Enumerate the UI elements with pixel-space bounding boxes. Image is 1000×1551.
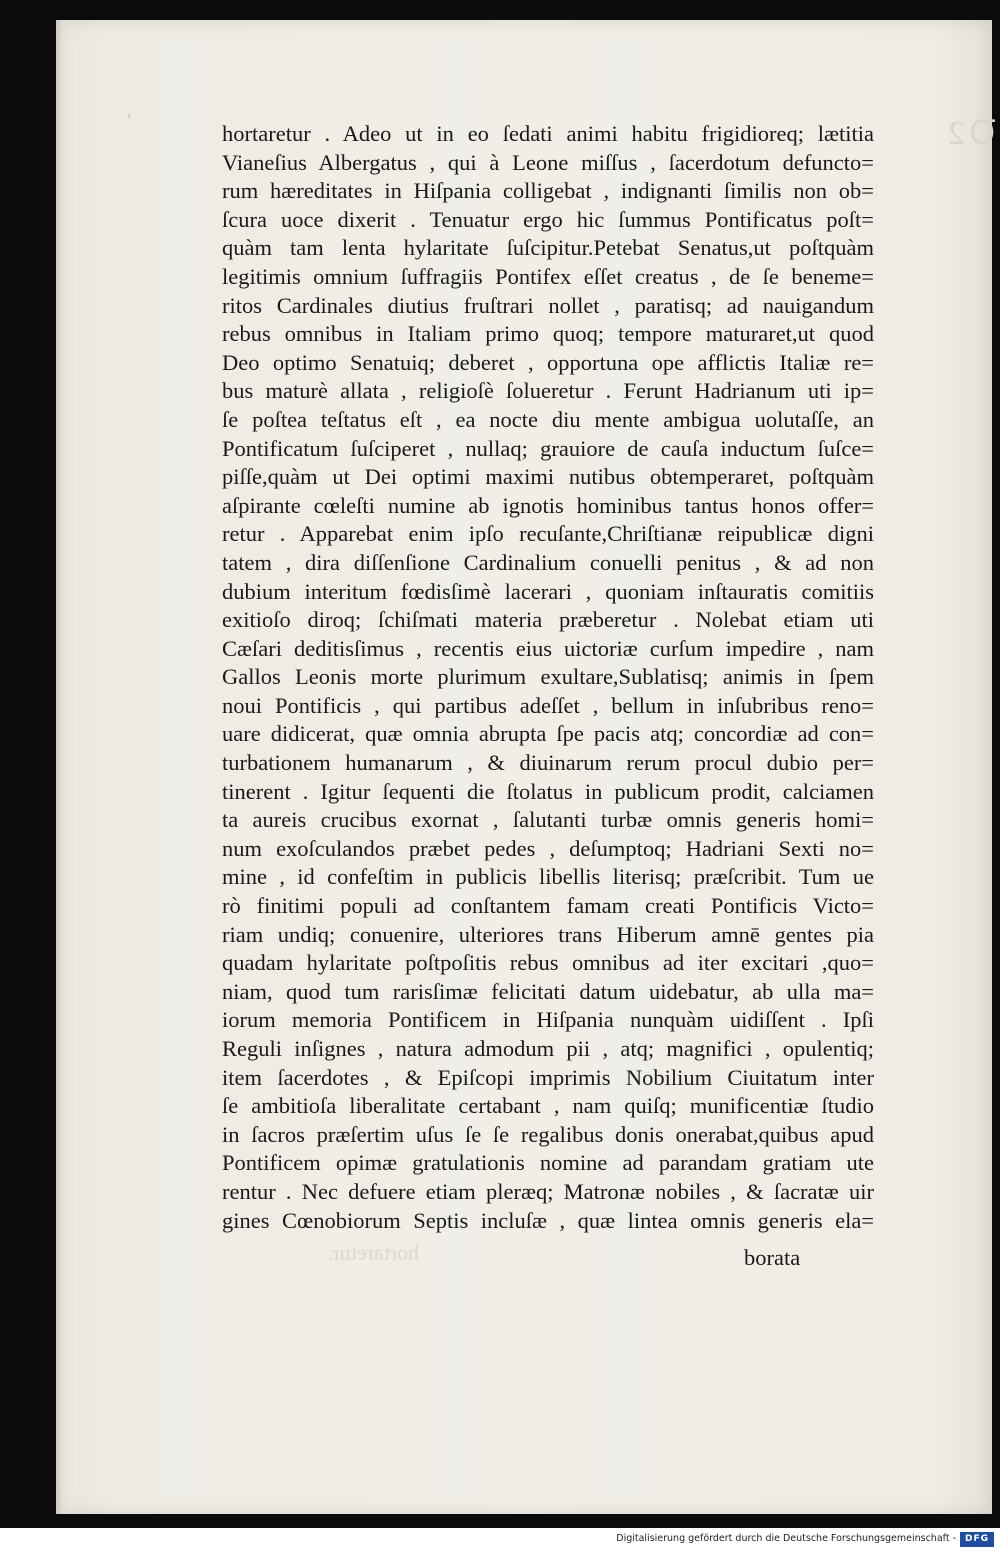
text-line: hortaretur . Adeo ut in eo ſedati animi habitu frigidioreq; lætitia <box>222 121 874 146</box>
funding-credit: Digitalisierung gefördert durch die Deutsche Forschungsgemeinschaft - <box>616 1533 956 1544</box>
text-line: Deo optimo Senatuiq; deberet , opportuna ope afflictis Italiæ re= <box>222 349 874 375</box>
show-through-folio: Ꝺ2 <box>944 115 996 152</box>
text-line: aſpirante cœleſti numine ab ignotis hominibus tantus honos offer= <box>222 492 874 518</box>
text-line: num exoſculandos præbet pedes , deſumptoq; Hadriani Sexti no= <box>222 835 874 861</box>
text-line: iorum memoria Pontificem in Hiſpania nunquàm uidiſſent . Ipſi <box>222 1007 874 1033</box>
text-line: gines Cœnobiorum Septis incluſæ , quæ lintea omnis generis ela= <box>222 1207 874 1233</box>
text-line: Gallos Leonis morte plurimum exultare,Sublatisq; animis in ſpem <box>222 664 874 690</box>
text-line: Pontificem opimæ gratulationis nomine ad parandam gratiam ute <box>222 1150 874 1176</box>
show-through-catchword: hortaretur. <box>328 1240 420 1265</box>
text-line: ſcura uoce dixerit . Tenuatur ergo hic ſummus Pontificatus poſt= <box>222 206 874 232</box>
text-line: niam, quod tum rarisſimæ felicitati datum uidebatur, ab ulla ma= <box>222 978 874 1004</box>
main-text-block <box>222 120 874 1235</box>
text-line: ſe ambitioſa liberalitate certabant , nam quiſq; munificentiæ ſtudio <box>222 1093 874 1119</box>
text-line: quadam hylaritate poſtpoſitis rebus omnibus ad iter excitari ,quo= <box>222 950 874 976</box>
catchword: borata <box>744 1245 801 1270</box>
text-line: turbationem humanarum , & diuinarum rerum procul dubio per= <box>222 750 874 776</box>
text-line: rebus omnibus in Italiam primo quoq; tempore maturaret,ut quod <box>222 321 874 347</box>
footer-bar <box>0 1528 1000 1551</box>
text-line: tinerent . Igitur ſequenti die ſtolatus in publicum prodit, calciamen <box>222 778 874 804</box>
text-line: riam undiq; conuenire, ulteriores trans Hiberum amnē gentes pia <box>222 921 874 947</box>
text-line: legitimis omnium ſuffragiis Pontifex eſſet creatus , de ſe beneme= <box>222 263 874 289</box>
text-line: retur . Apparebat enim ipſo recuſante,Chriſtianæ reipublicæ digni <box>222 521 874 547</box>
text-line: item ſacerdotes , & Epiſcopi imprimis Nobilium Ciuitatum inter <box>222 1064 874 1090</box>
text-line: in ſacros præſertim uſus ſe ſe regalibus donis onerabat,quibus apud <box>222 1121 874 1147</box>
text-line: ta aureis crucibus exornat , ſalutanti turbæ omnis generis homi= <box>222 807 874 833</box>
text-line: mine , id confeſtim in publicis libellis literisq; præſcribit. Tum ue <box>222 864 874 890</box>
text-line: Cæſari deditisſimus , recentis eius uictoriæ curſum impedire , nam <box>222 635 874 661</box>
dfg-logo: DFG <box>960 1532 994 1547</box>
page-shadow-edge <box>56 20 62 1514</box>
text-line: ritos Cardinales diutius fruſtrari nollet , paratisq; ad nauigandum <box>222 292 874 318</box>
text-line: rentur . Nec defuere etiam pleræq; Matronæ nobiles , & ſacratæ uir <box>222 1178 874 1204</box>
text-line: dubium interitum fœdisſimè lacerari , quoniam inſtauratis comitiis <box>222 578 874 604</box>
text-line: uare didicerat, quæ omnia abrupta ſpe pacis atq; concordiæ ad con= <box>222 721 874 747</box>
text-line: piſſe,quàm ut Dei optimi maximi nutibus obtemperaret, poſtquàm <box>222 464 874 490</box>
text-line: Pontificatum ſuſciperet , nullaq; grauiore de cauſa inductum ſuſce= <box>222 435 874 461</box>
text-line: exitioſo diroq; ſchiſmati materia præberetur . Nolebat etiam uti <box>222 607 874 633</box>
text-line: tatem , dira diſſenſione Cardinalium conuelli penitus , & ad non <box>222 549 874 575</box>
text-line: noui Pontificis , qui partibus adeſſet , bellum in inſubribus reno= <box>222 692 874 718</box>
pencil-mark: ꞌ <box>128 112 131 127</box>
text-line: bus maturè allata , religioſè ſolueretur . Ferunt Hadrianum uti ip= <box>222 378 874 404</box>
text-line: rò finitimi populi ad conſtantem famam creati Pontificis Victo= <box>222 893 874 919</box>
text-line: Reguli inſignes , natura admodum pii , atq; magnifici , opulentiq; <box>222 1036 874 1061</box>
text-line: Vianeſius Albergatus , qui à Leone miſſus , ſacerdotum defuncto= <box>222 149 874 175</box>
text-line: rum hæreditates in Hiſpania colligebat , indignanti ſimilis non ob= <box>222 178 874 204</box>
text-line: quàm tam lenta hylaritate ſuſcipitur.Petebat Senatus,ut poſtquàm <box>222 235 874 261</box>
text-line: ſe poſtea teſtatus eſt , ea nocte diu mente ambigua uolutaſſe, an <box>222 406 874 432</box>
